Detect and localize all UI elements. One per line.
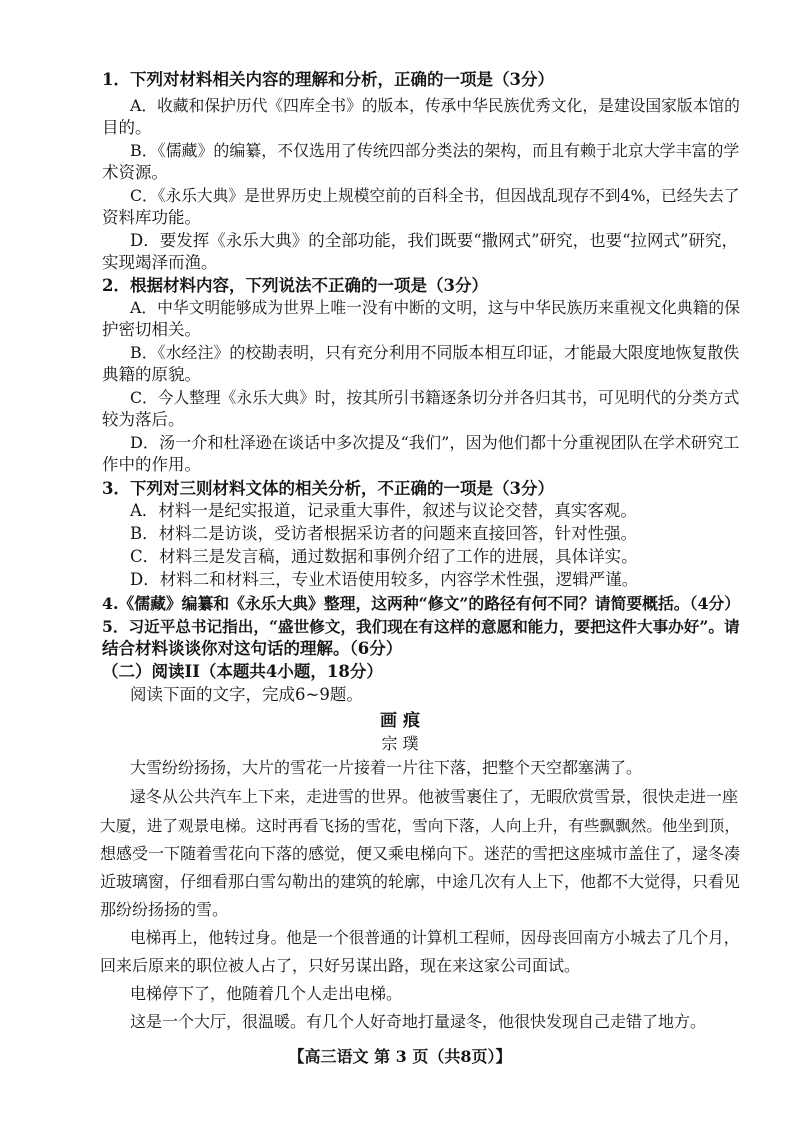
story-paragraph-1: 大雪纷纷扬扬，大片的雪花一片接着一片往下落，把整个天空都塞满了。 (130, 758, 643, 777)
question-4: 4.《儒藏》编纂和《永乐大典》整理，这两种“修文”的路径有何不同？请简要概括。（4分） (102, 594, 741, 613)
story-paragraph-3-line-2: 回来后原来的职位被人占了，只好另谋出路，现在来这家公司面试。 (100, 956, 581, 975)
question-1-option-b-cont: 术资源。 (102, 163, 168, 182)
question-5-line-2: 结合材料谈谈你对这句话的理解。（6分） (102, 639, 403, 658)
question-3-option-a: A．材料一是纪实报道，记录重大事件，叙述与议论交替，真实客观。 (130, 501, 637, 520)
question-2-option-a-cont: 护密切相关。 (102, 320, 201, 339)
story-paragraph-2-line-1: 逯冬从公共汽车上下来，走进雪的世界。他被雪裹住了，无暇欣赏雪景，很快走进一座 (130, 787, 739, 806)
story-paragraph-2-line-3: 想感受一下随着雪花向下落的感觉，便又乘电梯向下。迷茫的雪把这座城市盖住了，逯冬凑 (100, 844, 741, 863)
question-2-option-b-cont: 典籍的原貌。 (102, 365, 201, 384)
question-1-option-c-cont: 资料库功能。 (102, 208, 201, 227)
question-3-option-b: B．材料二是访谈，受访者根据采访者的问题来直接回答，针对性强。 (130, 524, 638, 543)
question-3-option-d: D．材料二和材料三，专业术语使用较多，内容学术性强，逻辑严谨。 (130, 570, 639, 589)
question-3-option-c: C．材料三是发言稿，通过数据和事例介绍了工作的进展，具体详实。 (130, 547, 638, 566)
question-1-option-d-cont: 实现竭泽而渔。 (102, 253, 218, 272)
story-paragraph-2-line-4: 近玻璃窗，仔细看那白雪勾勒出的建筑的轮廓，中途几次有人上下，他都不大觉得，只看见 (100, 872, 741, 891)
story-paragraph-3-line-1: 电梯再上，他转过身。他是一个很普通的计算机工程师，因母丧回南方小城去了几个月， (130, 928, 740, 947)
question-1-option-a-cont: 目的。 (102, 118, 152, 137)
question-1-option-b: B．《儒藏》的编纂，不仅选用了传统四部分类法的架构，而且有赖于北京大学丰富的学 (130, 141, 740, 160)
story-paragraph-2-line-5: 那纷纷扬扬的雪。 (100, 900, 229, 919)
question-3-stem: 3．下列对三则材料文体的相关分析，不正确的一项是（3分） (102, 479, 554, 498)
question-1-option-a: A．收藏和保护历代《四库全书》的版本，传承中华民族优秀文化，是建设国家版本馆的 (130, 96, 740, 115)
question-2-option-d: D．汤一介和杜泽逊在谈话中多次提及“我们”，因为他们都十分重视团队在学术研究工 (130, 433, 740, 452)
story-paragraph-5: 这是一个大厅，很温暖。有几个人好奇地打量逯冬，他很快发现自己走错了地方。 (130, 1012, 707, 1031)
story-author: 宗 璞 (381, 734, 419, 753)
question-2-option-a: A．中华文明能够成为世界上唯一没有中断的文明，这与中华民族历来重视文化典籍的保 (130, 298, 740, 317)
question-2-option-d-cont: 作中的作用。 (102, 455, 201, 474)
question-1-option-c: C．《永乐大典》是世界历史上规模空前的百科全书，但因战乱现存不到4%，已经失去了 (130, 186, 740, 205)
question-2-option-b: B．《水经注》的校勘表明，只有充分利用不同版本相互印证，才能最大限度地恢复散佚 (130, 343, 740, 362)
section-2-instruction: 阅读下面的文字，完成6~9题。 (130, 685, 363, 704)
question-2-option-c-cont: 较为落后。 (102, 410, 185, 429)
question-2-stem: 2．根据材料内容，下列说法不正确的一项是（3分） (102, 276, 488, 295)
story-paragraph-2-line-2: 大厦，进了观景电梯。这时再看飞扬的雪花，雪向下落，人向上升，有些飘飘然。他坐到顶， (100, 817, 740, 835)
story-paragraph-4: 电梯停下了，他随着几个人走出电梯。 (130, 984, 403, 1003)
question-5-line-1: 5．习近平总书记指出，“盛世修文，我们现在有这样的意愿和能力，要把这件大事办好”。请 (102, 617, 740, 636)
section-2-heading: （二）阅读II（本题共4小题，18分） (102, 662, 383, 681)
question-1-stem: 1．下列对材料相关内容的理解和分析，正确的一项是（3分） (102, 70, 554, 89)
page-footer: 【高三语文 第 3 页（共8页）】 (288, 1047, 512, 1066)
question-1-option-d: D．要发挥《永乐大典》的全部功能，我们既要“撒网式”研究，也要“拉网式”研究， (130, 231, 738, 250)
story-title: 画 痕 (380, 711, 420, 731)
question-2-option-c: C．今人整理《永乐大典》时，按其所引书籍逐条切分并各归其书，可见明代的分类方式 (130, 388, 740, 407)
